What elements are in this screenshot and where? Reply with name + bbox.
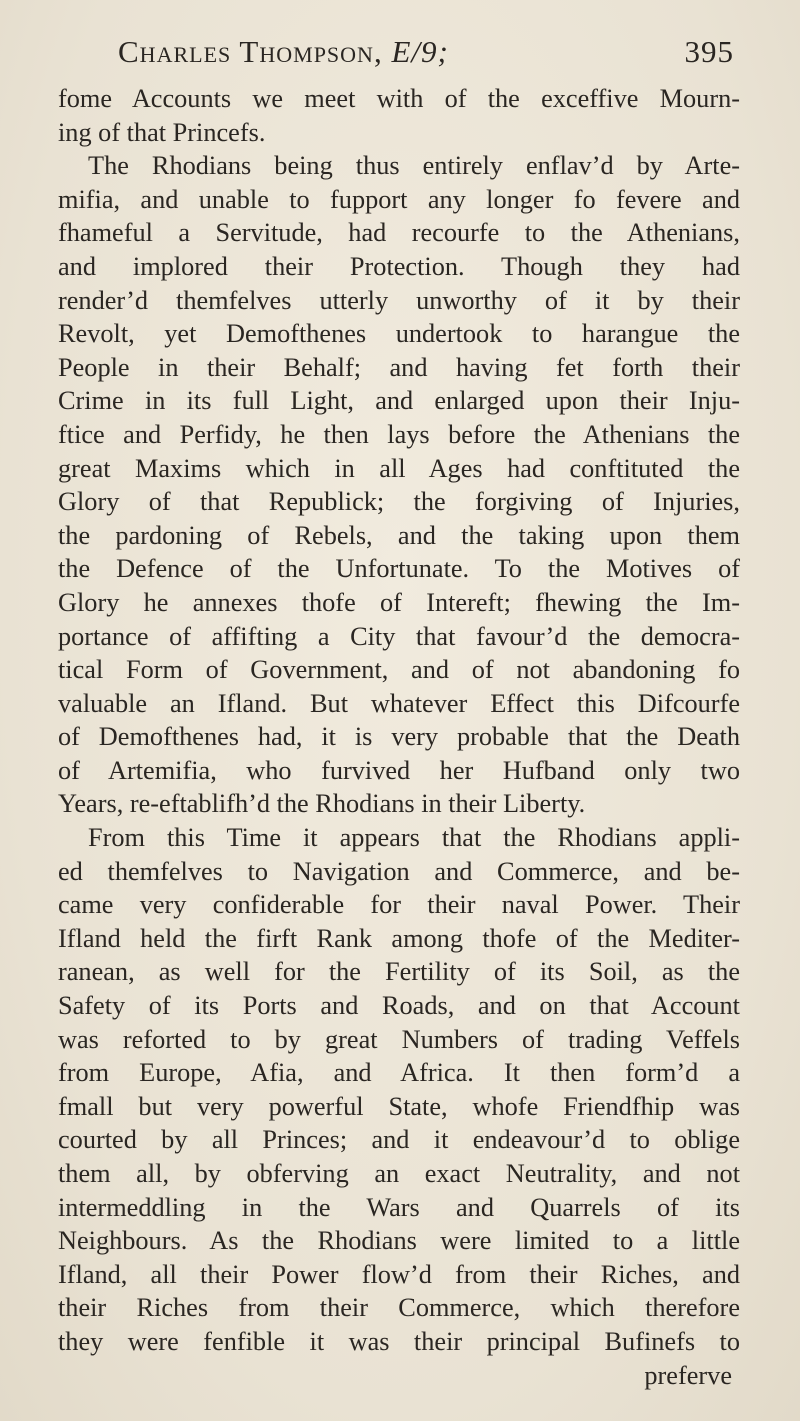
text-line: ed themfelves to Navigation and Commerce, and be- (58, 856, 740, 886)
body-text (58, 82, 740, 1392)
text-line: of Demofthenes had, it is very probable that the Death (58, 722, 740, 752)
running-head (58, 28, 740, 82)
text-line: Years, re-eftablifh’d the Rhodians in their Liberty. (58, 789, 586, 819)
text-line: from Europe, Afia, and Africa. It then form’d a (58, 1058, 740, 1088)
text-line: fhameful a Servitude, had recourfe to the Athenians, (58, 218, 740, 248)
text-line: Ifland, all their Power flow’d from their Riches, and (58, 1259, 740, 1289)
text-line: mifia, and unable to fupport any longer fo fevere and (58, 184, 740, 214)
text-line: fome Accounts we meet with of the exceffive Mourn- (58, 84, 740, 113)
text-line: render’d themfelves utterly unworthy of it by their (58, 285, 740, 315)
text-line: Revolt, yet Demofthenes undertook to harangue the (58, 319, 740, 349)
text-line: Safety of its Ports and Roads, and on that Account (58, 991, 740, 1021)
text-line: intermeddling in the Wars and Quarrels of its (58, 1192, 740, 1222)
text-line: Crime in its full Light, and enlarged upon their Inju- (58, 386, 740, 416)
text-line: Glory of that Republick; the forgiving of Injuries, (58, 487, 740, 517)
text-line: ftice and Perfidy, he then lays before the Athenians the (58, 419, 740, 449)
paragraph-start-line: From this Time it appears that the Rhodians appli- (88, 823, 740, 853)
text-line: the pardoning of Rebels, and the taking upon them (58, 520, 740, 550)
text-line: them all, by obferving an exact Neutrality, and not (58, 1159, 740, 1188)
text-line: of Artemifia, who furvived her Hufband only two (58, 755, 740, 785)
text-line: came very confiderable for their naval Power. Their (58, 890, 740, 920)
text-line: Neighbours. As the Rhodians were limited to a little (58, 1226, 740, 1256)
running-title (118, 34, 449, 70)
text-line: courted by all Princes; and it endeavour’d to oblige (58, 1125, 740, 1155)
text-line: Glory he annexes thofe of Intereft; fhewing the Im- (58, 587, 740, 617)
text-line: and implored their Protection. Though they had (58, 251, 740, 281)
text-line: the Defence of the Unfortunate. To the Motives of (58, 554, 740, 584)
text-line: ing of that Princefs. (58, 117, 266, 147)
text-line: they were fenfible it was their principal Bufinefs to (58, 1326, 740, 1356)
text-line: was reforted to by great Numbers of trading Veffels (58, 1024, 740, 1054)
regnal-mark: E/9; (391, 34, 449, 69)
text-line: Ifland held the firft Rank among thofe of the Mediter- (58, 923, 740, 953)
catchword: preferve (644, 1360, 732, 1390)
page-number: 395 (684, 34, 734, 69)
running-title-text: Charles Thompson, (118, 34, 383, 69)
text-line: fmall but very powerful State, whofe Friendfhip was (58, 1091, 740, 1121)
paragraph-start-line: The Rhodians being thus entirely enflav’d by Arte- (88, 151, 740, 181)
text-line: ranean, as well for the Fertility of its Soil, as the (58, 957, 740, 987)
text-line: their Riches from their Commerce, which therefore (58, 1293, 740, 1323)
text-line: great Maxims which in all Ages had conftituted the (58, 453, 740, 483)
text-line: valuable an Ifland. But whatever Effect this Difcourfe (58, 688, 740, 718)
text-line: tical Form of Government, and of not abandoning fo (58, 655, 740, 685)
text-line: portance of affifting a City that favour’d the democra- (58, 621, 740, 651)
text-line: People in their Behalf; and having fet forth their (58, 352, 740, 382)
